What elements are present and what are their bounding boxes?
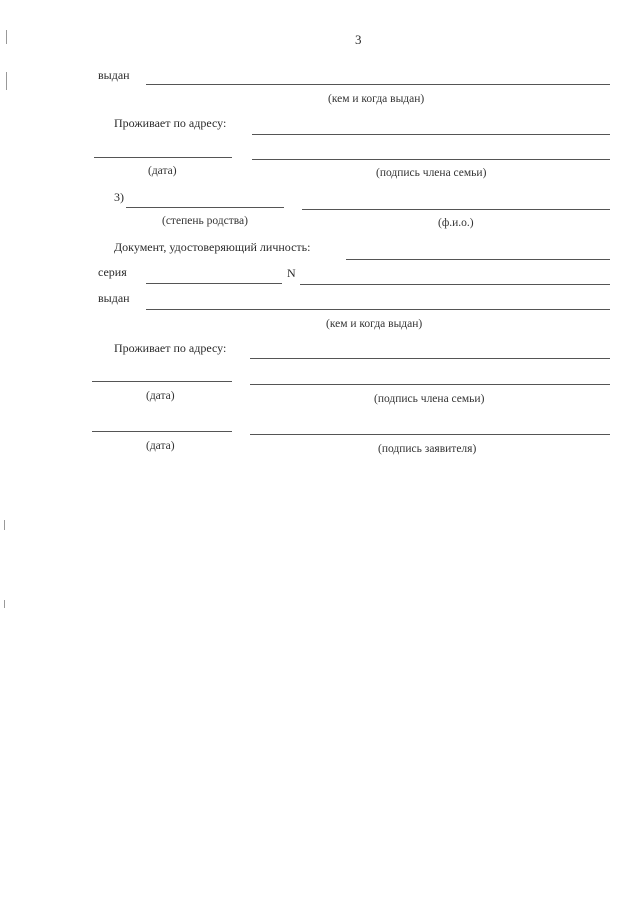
applicant-signature-line[interactable]	[250, 434, 610, 435]
issued-caption-2: (кем и когда выдан)	[326, 318, 423, 330]
signature-caption-2: (подпись члена семьи)	[374, 393, 485, 405]
date-caption: (дата)	[148, 165, 177, 177]
issued-label: выдан	[98, 68, 130, 82]
series-line[interactable]	[146, 283, 282, 284]
fio-line[interactable]	[302, 209, 610, 210]
series-label: серия	[98, 265, 127, 279]
scan-speck	[4, 520, 5, 530]
applicant-signature-caption: (подпись заявителя)	[378, 443, 477, 455]
issued-line[interactable]	[146, 84, 610, 85]
scan-speck	[4, 600, 5, 608]
number-line[interactable]	[300, 284, 610, 285]
scan-speck	[6, 30, 7, 44]
signature-line-2[interactable]	[250, 384, 610, 385]
address-line-1[interactable]	[252, 134, 610, 135]
applicant-date-line[interactable]	[92, 431, 232, 432]
number-label: N	[287, 266, 296, 280]
issued-caption: (кем и когда выдан)	[328, 93, 425, 105]
signature-caption: (подпись члена семьи)	[376, 167, 487, 179]
date-caption-2: (дата)	[146, 390, 175, 402]
address-label-2: Проживает по адресу:	[114, 341, 227, 355]
fio-caption: (ф.и.о.)	[438, 217, 474, 229]
date-line[interactable]	[94, 157, 232, 158]
page-number: 3	[355, 32, 362, 47]
member-number: 3)	[114, 190, 124, 204]
address-line-2[interactable]	[250, 358, 610, 359]
issued-label-2: выдан	[98, 291, 130, 305]
date-line-2[interactable]	[92, 381, 232, 382]
scan-speck	[6, 72, 7, 90]
address-label: Проживает по адресу:	[114, 116, 227, 130]
applicant-date-caption: (дата)	[146, 440, 175, 452]
relation-line[interactable]	[126, 207, 284, 208]
document-label: Документ, удостоверяющий личность:	[114, 240, 311, 254]
document-line[interactable]	[346, 259, 610, 260]
issued-line-2[interactable]	[146, 309, 610, 310]
relation-caption: (степень родства)	[162, 215, 248, 227]
signature-line[interactable]	[252, 159, 610, 160]
